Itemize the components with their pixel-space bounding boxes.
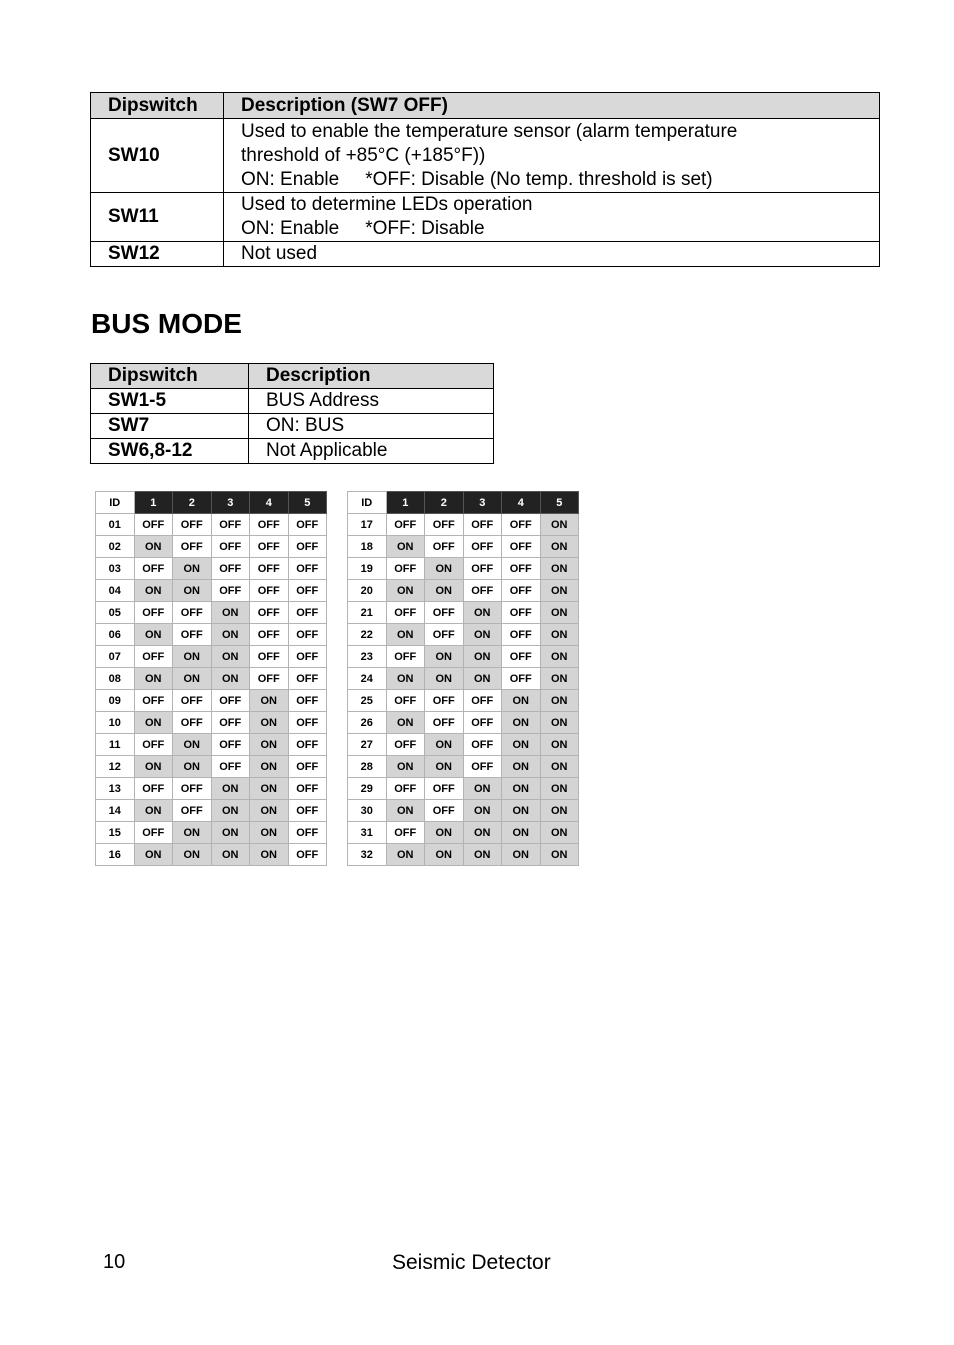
grid-switch-cell: ON bbox=[425, 646, 464, 668]
grid-switch-cell: OFF bbox=[502, 558, 541, 580]
grid-switch-cell: OFF bbox=[211, 756, 250, 778]
description-line: threshold of +85°C (+185°F)) bbox=[241, 144, 486, 166]
grid-switch-cell: ON bbox=[173, 844, 212, 866]
dipswitch-key: SW12 bbox=[91, 242, 224, 267]
dipswitch-description: Not Applicable bbox=[249, 439, 494, 464]
grid-header-switch-5: 5 bbox=[288, 492, 327, 514]
table-row bbox=[96, 690, 327, 712]
grid-id-cell: 10 bbox=[96, 712, 135, 734]
grid-id-cell: 02 bbox=[96, 536, 135, 558]
grid-switch-cell: OFF bbox=[288, 558, 327, 580]
grid-header-switch-4: 4 bbox=[250, 492, 289, 514]
grid-switch-cell: ON bbox=[173, 558, 212, 580]
grid-header-switch-2: 2 bbox=[173, 492, 212, 514]
table-row bbox=[91, 119, 880, 193]
grid-switch-cell: ON bbox=[250, 822, 289, 844]
grid-switch-cell: ON bbox=[425, 844, 464, 866]
grid-switch-cell: OFF bbox=[173, 778, 212, 800]
address-grid-ids-17-32 bbox=[347, 491, 579, 866]
grid-switch-cell: OFF bbox=[502, 602, 541, 624]
grid-switch-cell: OFF bbox=[386, 602, 425, 624]
grid-id-cell: 23 bbox=[348, 646, 387, 668]
grid-switch-cell: ON bbox=[250, 690, 289, 712]
table-row bbox=[348, 822, 579, 844]
grid-switch-cell: ON bbox=[250, 734, 289, 756]
description-line: Not used bbox=[241, 243, 318, 264]
grid-switch-cell: OFF bbox=[134, 646, 173, 668]
grid-switch-cell: OFF bbox=[463, 756, 502, 778]
grid-switch-cell: ON bbox=[425, 822, 464, 844]
grid-switch-cell: ON bbox=[502, 800, 541, 822]
grid-switch-cell: OFF bbox=[250, 558, 289, 580]
description-line bbox=[241, 168, 879, 192]
grid-switch-cell: ON bbox=[540, 778, 579, 800]
grid-switch-cell: OFF bbox=[211, 514, 250, 536]
table-row bbox=[348, 756, 579, 778]
grid-header-row bbox=[96, 492, 327, 514]
grid-switch-cell: ON bbox=[134, 712, 173, 734]
grid-id-cell: 31 bbox=[348, 822, 387, 844]
table-row bbox=[96, 822, 327, 844]
grid-id-cell: 04 bbox=[96, 580, 135, 602]
grid-header-id: ID bbox=[348, 492, 387, 514]
dipswitch-key: SW11 bbox=[91, 193, 224, 242]
grid-switch-cell: OFF bbox=[250, 580, 289, 602]
table-row bbox=[96, 756, 327, 778]
grid-switch-cell: ON bbox=[250, 756, 289, 778]
grid-switch-cell: OFF bbox=[386, 734, 425, 756]
grid-switch-cell: OFF bbox=[211, 558, 250, 580]
grid-switch-cell: ON bbox=[463, 668, 502, 690]
grid-switch-cell: OFF bbox=[211, 734, 250, 756]
table-row bbox=[348, 778, 579, 800]
grid-id-cell: 27 bbox=[348, 734, 387, 756]
grid-switch-cell: ON bbox=[211, 844, 250, 866]
grid-switch-cell: ON bbox=[540, 756, 579, 778]
grid-id-cell: 20 bbox=[348, 580, 387, 602]
grid-switch-cell: ON bbox=[386, 580, 425, 602]
grid-id-cell: 12 bbox=[96, 756, 135, 778]
dipswitch-config-table bbox=[90, 92, 880, 267]
grid-switch-cell: OFF bbox=[425, 778, 464, 800]
grid-switch-cell: OFF bbox=[425, 624, 464, 646]
table-row bbox=[96, 712, 327, 734]
grid-switch-cell: ON bbox=[173, 668, 212, 690]
grid-id-cell: 05 bbox=[96, 602, 135, 624]
table-row bbox=[91, 242, 880, 267]
dipswitch-key: SW6,8-12 bbox=[91, 439, 249, 464]
grid-switch-cell: ON bbox=[540, 712, 579, 734]
grid-header-switch-1: 1 bbox=[134, 492, 173, 514]
grid-switch-cell: OFF bbox=[288, 712, 327, 734]
column-header-description: Description bbox=[249, 364, 494, 389]
grid-switch-cell: ON bbox=[211, 646, 250, 668]
grid-switch-cell: ON bbox=[463, 778, 502, 800]
grid-switch-cell: OFF bbox=[425, 514, 464, 536]
option-off: *OFF: Disable (No temp. threshold is set) bbox=[365, 168, 713, 190]
table-header-row bbox=[91, 93, 880, 119]
grid-switch-cell: OFF bbox=[386, 514, 425, 536]
grid-switch-cell: ON bbox=[386, 756, 425, 778]
grid-switch-cell: ON bbox=[540, 668, 579, 690]
grid-id-cell: 17 bbox=[348, 514, 387, 536]
grid-switch-cell: ON bbox=[463, 844, 502, 866]
grid-switch-cell: ON bbox=[540, 580, 579, 602]
grid-switch-cell: ON bbox=[502, 778, 541, 800]
grid-header-switch-4: 4 bbox=[502, 492, 541, 514]
grid-switch-cell: ON bbox=[463, 602, 502, 624]
grid-switch-cell: ON bbox=[173, 580, 212, 602]
grid-id-cell: 22 bbox=[348, 624, 387, 646]
grid-switch-cell: OFF bbox=[502, 580, 541, 602]
grid-switch-cell: OFF bbox=[288, 844, 327, 866]
grid-id-cell: 09 bbox=[96, 690, 135, 712]
grid-switch-cell: ON bbox=[425, 668, 464, 690]
table-row bbox=[91, 389, 494, 414]
grid-switch-cell: ON bbox=[173, 734, 212, 756]
grid-switch-cell: OFF bbox=[250, 514, 289, 536]
grid-switch-cell: ON bbox=[134, 844, 173, 866]
table-row bbox=[96, 514, 327, 536]
grid-id-cell: 15 bbox=[96, 822, 135, 844]
table-row bbox=[96, 536, 327, 558]
grid-switch-cell: OFF bbox=[288, 514, 327, 536]
grid-switch-cell: ON bbox=[211, 800, 250, 822]
option-off: *OFF: Disable bbox=[365, 218, 485, 239]
table-row bbox=[348, 646, 579, 668]
grid-switch-cell: OFF bbox=[425, 602, 464, 624]
column-header-dipswitch: Dipswitch bbox=[91, 364, 249, 389]
grid-switch-cell: OFF bbox=[134, 514, 173, 536]
dipswitch-key: SW1-5 bbox=[91, 389, 249, 414]
grid-switch-cell: ON bbox=[173, 756, 212, 778]
grid-switch-cell: ON bbox=[134, 800, 173, 822]
table-row bbox=[91, 414, 494, 439]
grid-switch-cell: OFF bbox=[288, 734, 327, 756]
page-number: 10 bbox=[103, 1251, 126, 1273]
grid-id-cell: 30 bbox=[348, 800, 387, 822]
grid-switch-cell: ON bbox=[502, 734, 541, 756]
table-row bbox=[91, 193, 880, 242]
grid-switch-cell: OFF bbox=[250, 668, 289, 690]
grid-switch-cell: OFF bbox=[288, 822, 327, 844]
option-on: ON: Enable bbox=[241, 218, 340, 239]
grid-id-cell: 14 bbox=[96, 800, 135, 822]
grid-switch-cell: ON bbox=[540, 624, 579, 646]
grid-switch-cell: OFF bbox=[134, 690, 173, 712]
grid-switch-cell: ON bbox=[502, 822, 541, 844]
grid-switch-cell: OFF bbox=[386, 778, 425, 800]
grid-switch-cell: OFF bbox=[463, 690, 502, 712]
grid-switch-cell: OFF bbox=[502, 668, 541, 690]
grid-switch-cell: OFF bbox=[134, 822, 173, 844]
table-row bbox=[96, 646, 327, 668]
table-row bbox=[348, 624, 579, 646]
grid-id-cell: 29 bbox=[348, 778, 387, 800]
section-heading-bus-mode: BUS MODE bbox=[91, 308, 242, 339]
table-row bbox=[96, 580, 327, 602]
table-row bbox=[348, 558, 579, 580]
grid-switch-cell: OFF bbox=[425, 690, 464, 712]
table-header-row bbox=[91, 364, 494, 389]
description-line: Used to determine LEDs operation bbox=[241, 194, 533, 215]
grid-switch-cell: ON bbox=[250, 712, 289, 734]
column-header-dipswitch: Dipswitch bbox=[91, 93, 224, 119]
grid-switch-cell: ON bbox=[425, 580, 464, 602]
grid-switch-cell: ON bbox=[540, 844, 579, 866]
table-row bbox=[96, 734, 327, 756]
table-row bbox=[96, 558, 327, 580]
grid-switch-cell: OFF bbox=[211, 536, 250, 558]
grid-switch-cell: OFF bbox=[463, 734, 502, 756]
grid-switch-cell: ON bbox=[540, 536, 579, 558]
grid-id-cell: 21 bbox=[348, 602, 387, 624]
grid-switch-cell: OFF bbox=[211, 580, 250, 602]
grid-switch-cell: OFF bbox=[463, 558, 502, 580]
grid-switch-cell: OFF bbox=[386, 690, 425, 712]
grid-switch-cell: OFF bbox=[173, 690, 212, 712]
dipswitch-description bbox=[224, 193, 880, 242]
grid-switch-cell: OFF bbox=[502, 514, 541, 536]
grid-switch-cell: ON bbox=[425, 756, 464, 778]
table-row bbox=[348, 712, 579, 734]
grid-switch-cell: ON bbox=[502, 844, 541, 866]
grid-switch-cell: OFF bbox=[173, 624, 212, 646]
grid-header-switch-2: 2 bbox=[425, 492, 464, 514]
bus-mode-table bbox=[90, 363, 494, 464]
table-row bbox=[96, 624, 327, 646]
grid-switch-cell: ON bbox=[134, 668, 173, 690]
table-row bbox=[96, 602, 327, 624]
grid-id-cell: 16 bbox=[96, 844, 135, 866]
grid-switch-cell: ON bbox=[134, 756, 173, 778]
grid-header-row bbox=[348, 492, 579, 514]
grid-switch-cell: OFF bbox=[211, 712, 250, 734]
grid-id-cell: 08 bbox=[96, 668, 135, 690]
dipswitch-description: BUS Address bbox=[249, 389, 494, 414]
grid-switch-cell: OFF bbox=[173, 514, 212, 536]
grid-id-cell: 11 bbox=[96, 734, 135, 756]
grid-switch-cell: OFF bbox=[502, 646, 541, 668]
table-row bbox=[96, 668, 327, 690]
grid-switch-cell: OFF bbox=[134, 778, 173, 800]
grid-switch-cell: OFF bbox=[250, 536, 289, 558]
grid-switch-cell: ON bbox=[386, 800, 425, 822]
grid-switch-cell: OFF bbox=[386, 558, 425, 580]
grid-header-id: ID bbox=[96, 492, 135, 514]
grid-switch-cell: OFF bbox=[173, 800, 212, 822]
table-row bbox=[96, 800, 327, 822]
footer-title: Seismic Detector bbox=[392, 1251, 551, 1274]
grid-switch-cell: OFF bbox=[288, 624, 327, 646]
grid-switch-cell: OFF bbox=[250, 646, 289, 668]
grid-switch-cell: ON bbox=[250, 844, 289, 866]
grid-id-cell: 06 bbox=[96, 624, 135, 646]
grid-switch-cell: OFF bbox=[288, 690, 327, 712]
grid-switch-cell: OFF bbox=[463, 514, 502, 536]
table-row bbox=[348, 668, 579, 690]
grid-switch-cell: ON bbox=[211, 822, 250, 844]
table-row bbox=[96, 778, 327, 800]
grid-switch-cell: ON bbox=[211, 602, 250, 624]
grid-switch-cell: OFF bbox=[288, 580, 327, 602]
grid-switch-cell: ON bbox=[425, 558, 464, 580]
grid-switch-cell: ON bbox=[134, 580, 173, 602]
grid-switch-cell: ON bbox=[386, 712, 425, 734]
dipswitch-description bbox=[224, 242, 880, 267]
grid-switch-cell: OFF bbox=[288, 668, 327, 690]
grid-id-cell: 32 bbox=[348, 844, 387, 866]
grid-switch-cell: ON bbox=[540, 800, 579, 822]
grid-switch-cell: ON bbox=[386, 844, 425, 866]
description-line: Used to enable the temperature sensor (alarm temperature bbox=[241, 120, 738, 142]
grid-switch-cell: OFF bbox=[425, 536, 464, 558]
grid-switch-cell: OFF bbox=[134, 734, 173, 756]
dipswitch-description bbox=[224, 119, 880, 193]
grid-switch-cell: OFF bbox=[463, 536, 502, 558]
column-header-description: Description (SW7 OFF) bbox=[224, 93, 880, 119]
address-grid-ids-01-16 bbox=[95, 491, 327, 866]
grid-id-cell: 01 bbox=[96, 514, 135, 536]
grid-switch-cell: ON bbox=[502, 712, 541, 734]
grid-id-cell: 26 bbox=[348, 712, 387, 734]
grid-switch-cell: ON bbox=[502, 756, 541, 778]
grid-switch-cell: ON bbox=[173, 646, 212, 668]
grid-switch-cell: OFF bbox=[425, 800, 464, 822]
table-row bbox=[348, 800, 579, 822]
grid-switch-cell: OFF bbox=[502, 624, 541, 646]
grid-switch-cell: OFF bbox=[173, 712, 212, 734]
grid-switch-cell: OFF bbox=[288, 602, 327, 624]
grid-id-cell: 18 bbox=[348, 536, 387, 558]
grid-switch-cell: ON bbox=[463, 800, 502, 822]
grid-switch-cell: ON bbox=[250, 800, 289, 822]
grid-switch-cell: OFF bbox=[250, 624, 289, 646]
grid-switch-cell: OFF bbox=[288, 536, 327, 558]
grid-switch-cell: ON bbox=[386, 536, 425, 558]
grid-switch-cell: ON bbox=[211, 624, 250, 646]
grid-switch-cell: OFF bbox=[288, 756, 327, 778]
grid-id-cell: 19 bbox=[348, 558, 387, 580]
grid-switch-cell: ON bbox=[386, 668, 425, 690]
table-row bbox=[348, 734, 579, 756]
grid-switch-cell: OFF bbox=[386, 646, 425, 668]
table-row bbox=[348, 844, 579, 866]
grid-switch-cell: ON bbox=[540, 602, 579, 624]
grid-switch-cell: OFF bbox=[134, 558, 173, 580]
grid-switch-cell: ON bbox=[134, 624, 173, 646]
dipswitch-description: ON: BUS bbox=[249, 414, 494, 439]
grid-switch-cell: OFF bbox=[250, 602, 289, 624]
grid-id-cell: 28 bbox=[348, 756, 387, 778]
grid-id-cell: 25 bbox=[348, 690, 387, 712]
grid-id-cell: 13 bbox=[96, 778, 135, 800]
grid-switch-cell: OFF bbox=[134, 602, 173, 624]
table-row bbox=[348, 536, 579, 558]
table-row bbox=[348, 580, 579, 602]
table-row bbox=[348, 690, 579, 712]
grid-switch-cell: ON bbox=[502, 690, 541, 712]
grid-switch-cell: ON bbox=[540, 690, 579, 712]
grid-switch-cell: ON bbox=[250, 778, 289, 800]
grid-switch-cell: ON bbox=[211, 668, 250, 690]
dipswitch-key: SW7 bbox=[91, 414, 249, 439]
table-row bbox=[96, 844, 327, 866]
grid-switch-cell: ON bbox=[425, 734, 464, 756]
grid-switch-cell: OFF bbox=[288, 778, 327, 800]
grid-switch-cell: OFF bbox=[386, 822, 425, 844]
grid-switch-cell: ON bbox=[540, 646, 579, 668]
grid-switch-cell: ON bbox=[134, 536, 173, 558]
grid-switch-cell: ON bbox=[173, 822, 212, 844]
grid-switch-cell: OFF bbox=[502, 536, 541, 558]
grid-switch-cell: OFF bbox=[173, 602, 212, 624]
table-row bbox=[348, 602, 579, 624]
grid-switch-cell: OFF bbox=[463, 712, 502, 734]
grid-switch-cell: ON bbox=[463, 624, 502, 646]
grid-switch-cell: OFF bbox=[463, 580, 502, 602]
grid-id-cell: 24 bbox=[348, 668, 387, 690]
option-on: ON: Enable bbox=[241, 168, 340, 190]
grid-switch-cell: ON bbox=[540, 822, 579, 844]
grid-header-switch-5: 5 bbox=[540, 492, 579, 514]
description-line bbox=[241, 217, 879, 241]
grid-id-cell: 07 bbox=[96, 646, 135, 668]
grid-switch-cell: ON bbox=[540, 734, 579, 756]
grid-switch-cell: OFF bbox=[173, 536, 212, 558]
grid-switch-cell: ON bbox=[211, 778, 250, 800]
grid-switch-cell: ON bbox=[463, 822, 502, 844]
dipswitch-key: SW10 bbox=[91, 119, 224, 193]
grid-header-switch-1: 1 bbox=[386, 492, 425, 514]
table-row bbox=[91, 439, 494, 464]
grid-switch-cell: ON bbox=[540, 514, 579, 536]
grid-switch-cell: OFF bbox=[211, 690, 250, 712]
grid-switch-cell: ON bbox=[386, 624, 425, 646]
grid-switch-cell: OFF bbox=[288, 800, 327, 822]
grid-header-switch-3: 3 bbox=[463, 492, 502, 514]
grid-switch-cell: ON bbox=[540, 558, 579, 580]
grid-header-switch-3: 3 bbox=[211, 492, 250, 514]
grid-id-cell: 03 bbox=[96, 558, 135, 580]
grid-switch-cell: OFF bbox=[425, 712, 464, 734]
table-row bbox=[348, 514, 579, 536]
grid-switch-cell: ON bbox=[463, 646, 502, 668]
grid-switch-cell: OFF bbox=[288, 646, 327, 668]
